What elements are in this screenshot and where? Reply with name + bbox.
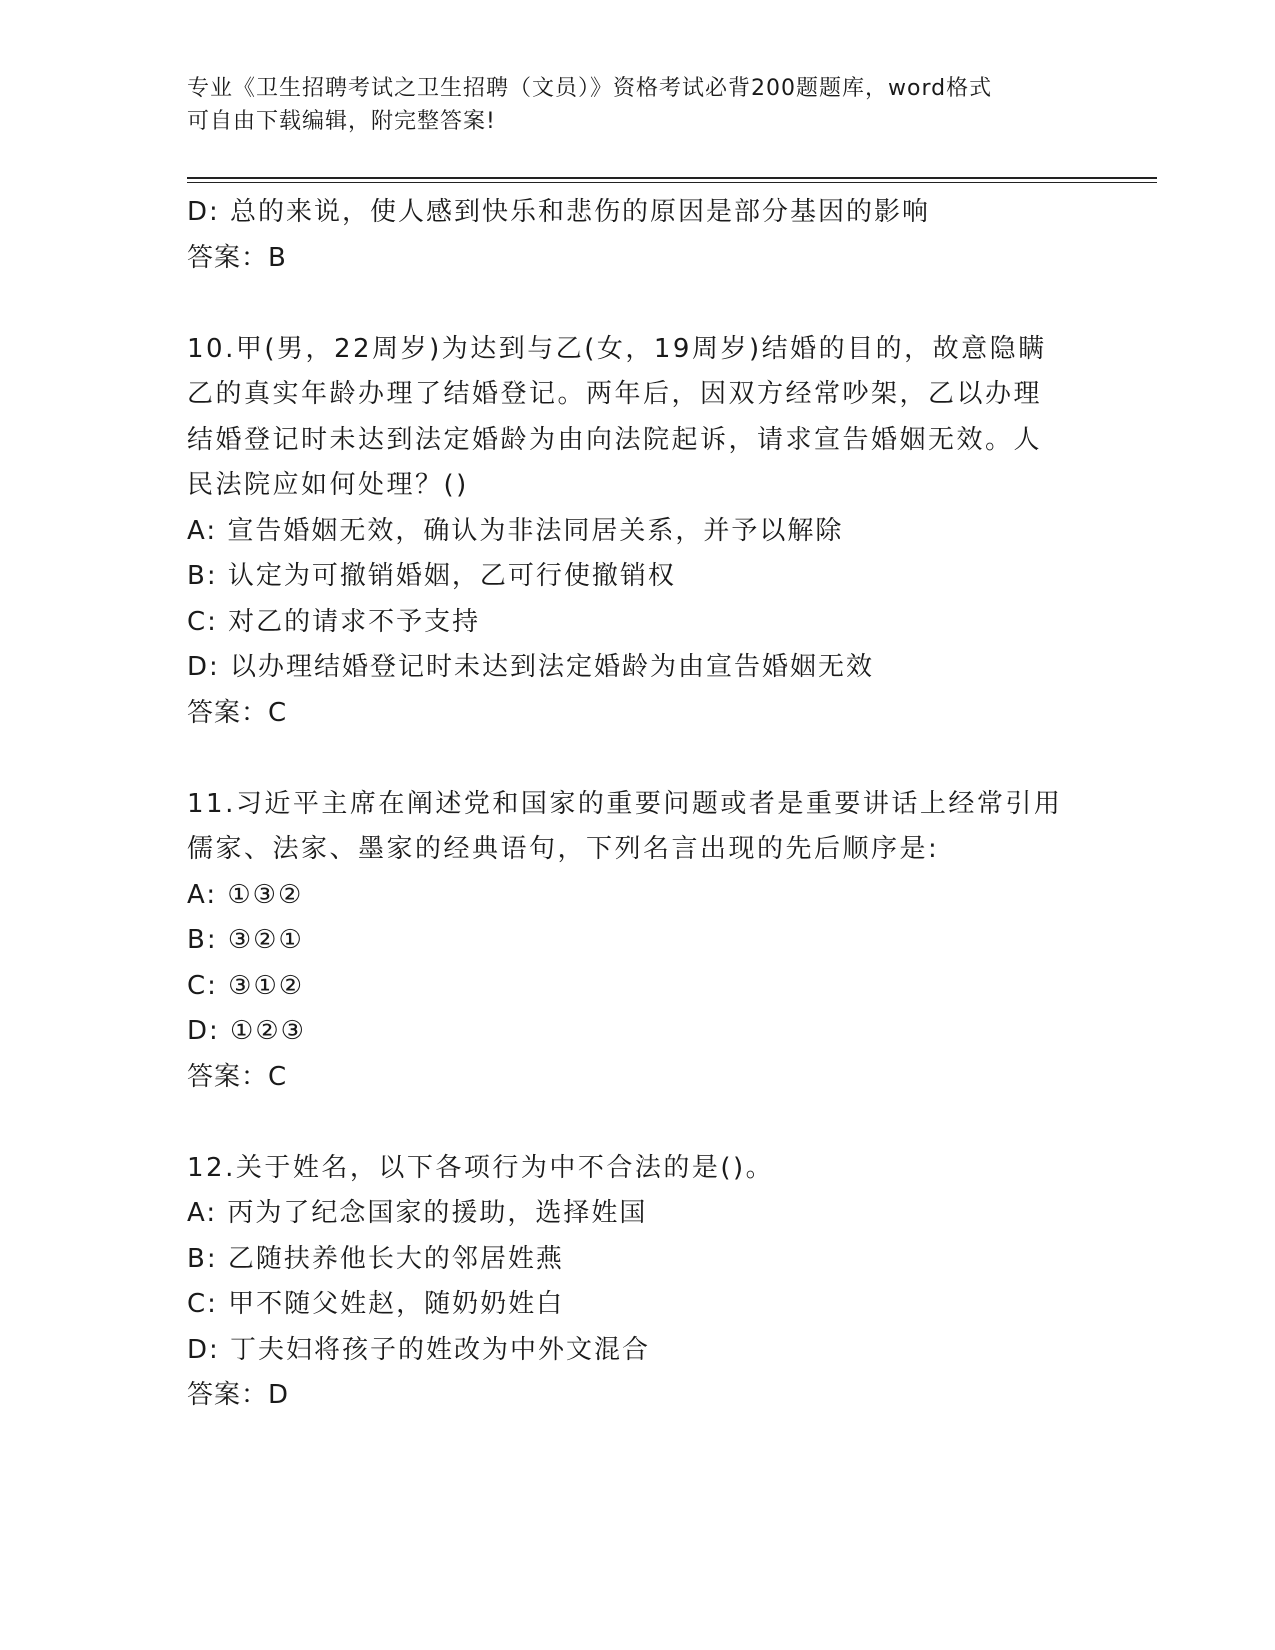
question-text bbox=[187, 1146, 1087, 1192]
question-line: 结婚登记时未达到法定婚龄为由向法院起诉，请求宣告婚姻无效。人 bbox=[187, 424, 1043, 455]
answer: 答案：B bbox=[187, 242, 287, 273]
question-list bbox=[187, 190, 1087, 1419]
option-d: D: 总的来说，使人感到快乐和悲伤的原因是部分基因的影响 bbox=[187, 197, 931, 227]
question-line: 12.关于姓名，以下各项行为中不合法的是()。 bbox=[187, 1152, 775, 1183]
option-c: C: ③①② bbox=[187, 970, 305, 1001]
option-c: C: 甲不随父姓赵，随奶奶姓白 bbox=[187, 1289, 565, 1319]
document-header bbox=[187, 72, 1067, 138]
option-b: B: 认定为可撤销婚姻，乙可行使撤销权 bbox=[187, 561, 676, 591]
question-line: 儒家、法家、墨家的经典语句，下列名言出现的先后顺序是: bbox=[187, 834, 940, 864]
question-text bbox=[187, 327, 1087, 509]
header-divider bbox=[187, 177, 1157, 179]
question-line: 民法院应如何处理？() bbox=[187, 470, 469, 500]
option-a: A: ①③② bbox=[187, 879, 304, 910]
question-12 bbox=[187, 1146, 1087, 1419]
option-d: D: 以办理结婚登记时未达到法定婚龄为由宣告婚姻无效 bbox=[187, 652, 875, 682]
option-d: D: 丁夫妇将孩子的姓改为中外文混合 bbox=[187, 1334, 651, 1365]
question-line: 10.甲(男，22周岁)为达到与乙(女，19周岁)结婚的目的，故意隐瞒 bbox=[187, 333, 1047, 364]
question-text bbox=[187, 782, 1087, 873]
answer: 答案：D bbox=[187, 1380, 290, 1410]
question-11 bbox=[187, 782, 1087, 1101]
option-b: B: ③②① bbox=[187, 925, 304, 955]
option-a: A: 宣告婚姻无效，确认为非法同居关系，并予以解除 bbox=[187, 515, 844, 546]
option-c: C: 对乙的请求不予支持 bbox=[187, 606, 481, 637]
option-a: A: 丙为了纪念国家的援助，选择姓国 bbox=[187, 1198, 648, 1228]
header-divider-thin bbox=[187, 182, 1157, 183]
header-line-2: 可自由下载编辑，附完整答案! bbox=[187, 109, 496, 134]
answer: 答案：C bbox=[187, 1061, 288, 1092]
answer: 答案：C bbox=[187, 697, 288, 728]
question-10 bbox=[187, 327, 1087, 737]
header-line-1: 专业《卫生招聘考试之卫生招聘（文员）》资格考试必背200题题库，word格式 bbox=[187, 76, 993, 101]
question-line: 11.习近平主席在阐述党和国家的重要问题或者是重要讲话上经常引用 bbox=[187, 788, 1063, 819]
previous-question-tail bbox=[187, 190, 1087, 281]
option-d: D: ①②③ bbox=[187, 1016, 306, 1046]
question-line: 乙的真实年龄办理了结婚登记。两年后，因双方经常吵架，乙以办理 bbox=[187, 379, 1043, 409]
option-b: B: 乙随扶养他长大的邻居姓燕 bbox=[187, 1243, 564, 1274]
